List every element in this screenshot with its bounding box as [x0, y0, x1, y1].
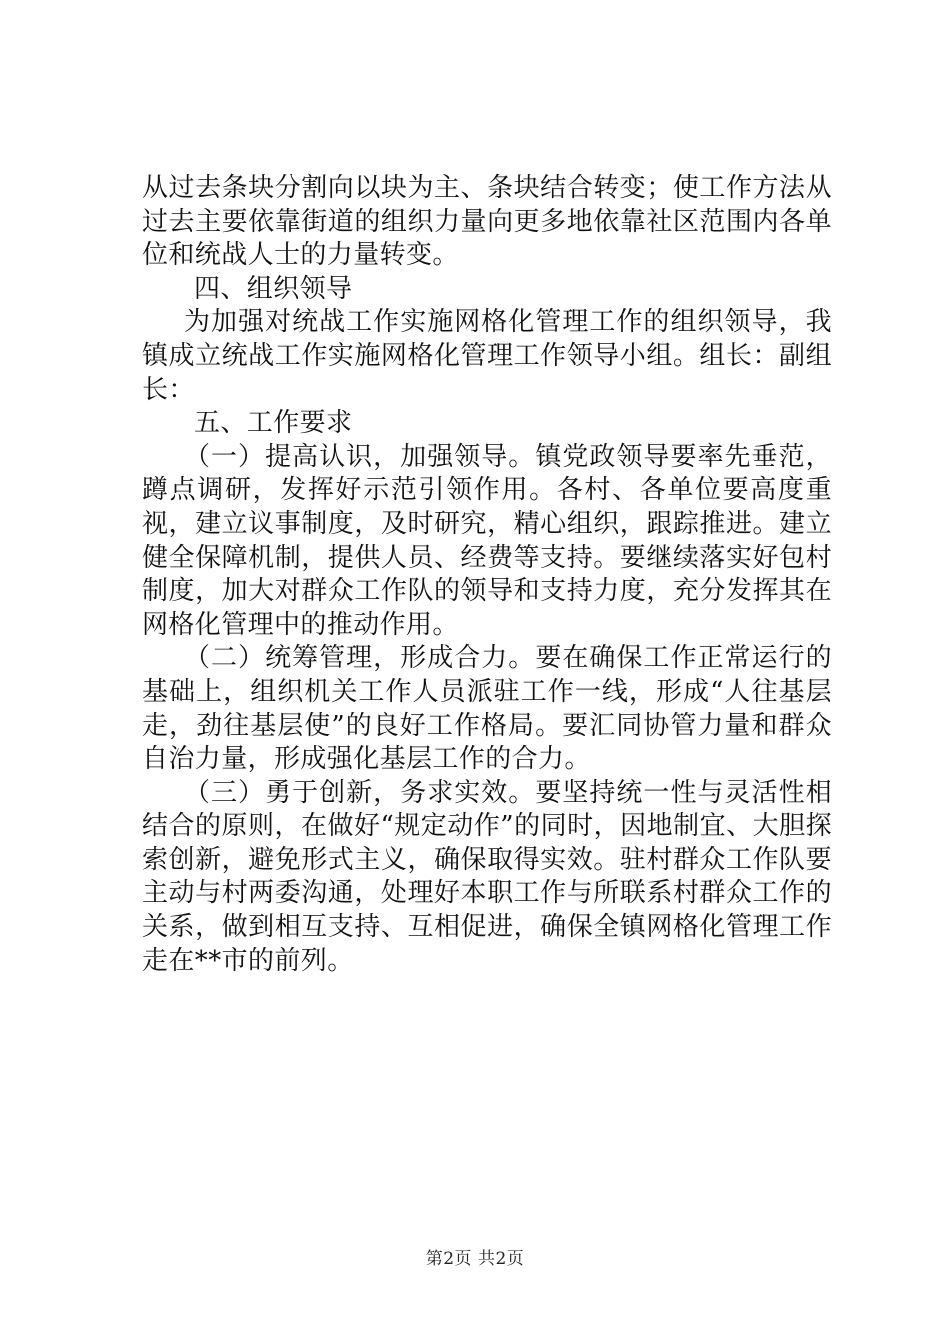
document-body [142, 172, 832, 978]
paragraph-requirement-1: （一）提高认识，加强领导。镇党政领导要率先垂范，蹲点调研，发挥好示范引领作用。各村、各单位要高度重视，建立议事制度，及时研究，精心组织，跟踪推进。建立健全保障机制，提供人员、经费等支持。要继续落实好包村制度，加大对群众工作队的领导和支持力度，充分发挥其在网格化管理中的推动作用。 [142, 441, 832, 640]
section-heading-organization: 四、组织领导 [194, 273, 353, 304]
paragraph-requirement-2: （二）统筹管理，形成合力。要在确保工作正常运行的基础上，组织机关工作人员派驻工作一线，形成“人往基层走，劲往基层使”的良好工作格局。要汇同协管力量和群众自治力量，形成强化基层工作的合力。 [142, 643, 832, 775]
paragraph-organization: 为加强对统战工作实施网格化管理工作的组织领导，我镇成立统战工作实施网格化管理工作领导小组。组长：副组长： [142, 307, 832, 405]
section-heading-requirements: 五、工作要求 [194, 408, 353, 439]
paragraph-requirement-3: （三）勇于创新，务求实效。要坚持统一性与灵活性相结合的原则，在做好“规定动作”的同时，因地制宜、大胆探索创新，避免形式主义，确保取得实效。驻村群众工作队要主动与村两委沟通，处理好本职工作与所联系村群众工作的关系，做到相互支持、互相促进，确保全镇网格化管理工作走在**市的前列。 [142, 777, 832, 976]
paragraph-continuation: 从过去条块分割向以块为主、条块结合转变；使工作方法从过去主要依靠街道的组织力量向更多地依靠社区范围内各单位和统战人士的力量转变。 [142, 173, 832, 271]
page-footer: 第2页 共2页 [425, 1249, 525, 1269]
